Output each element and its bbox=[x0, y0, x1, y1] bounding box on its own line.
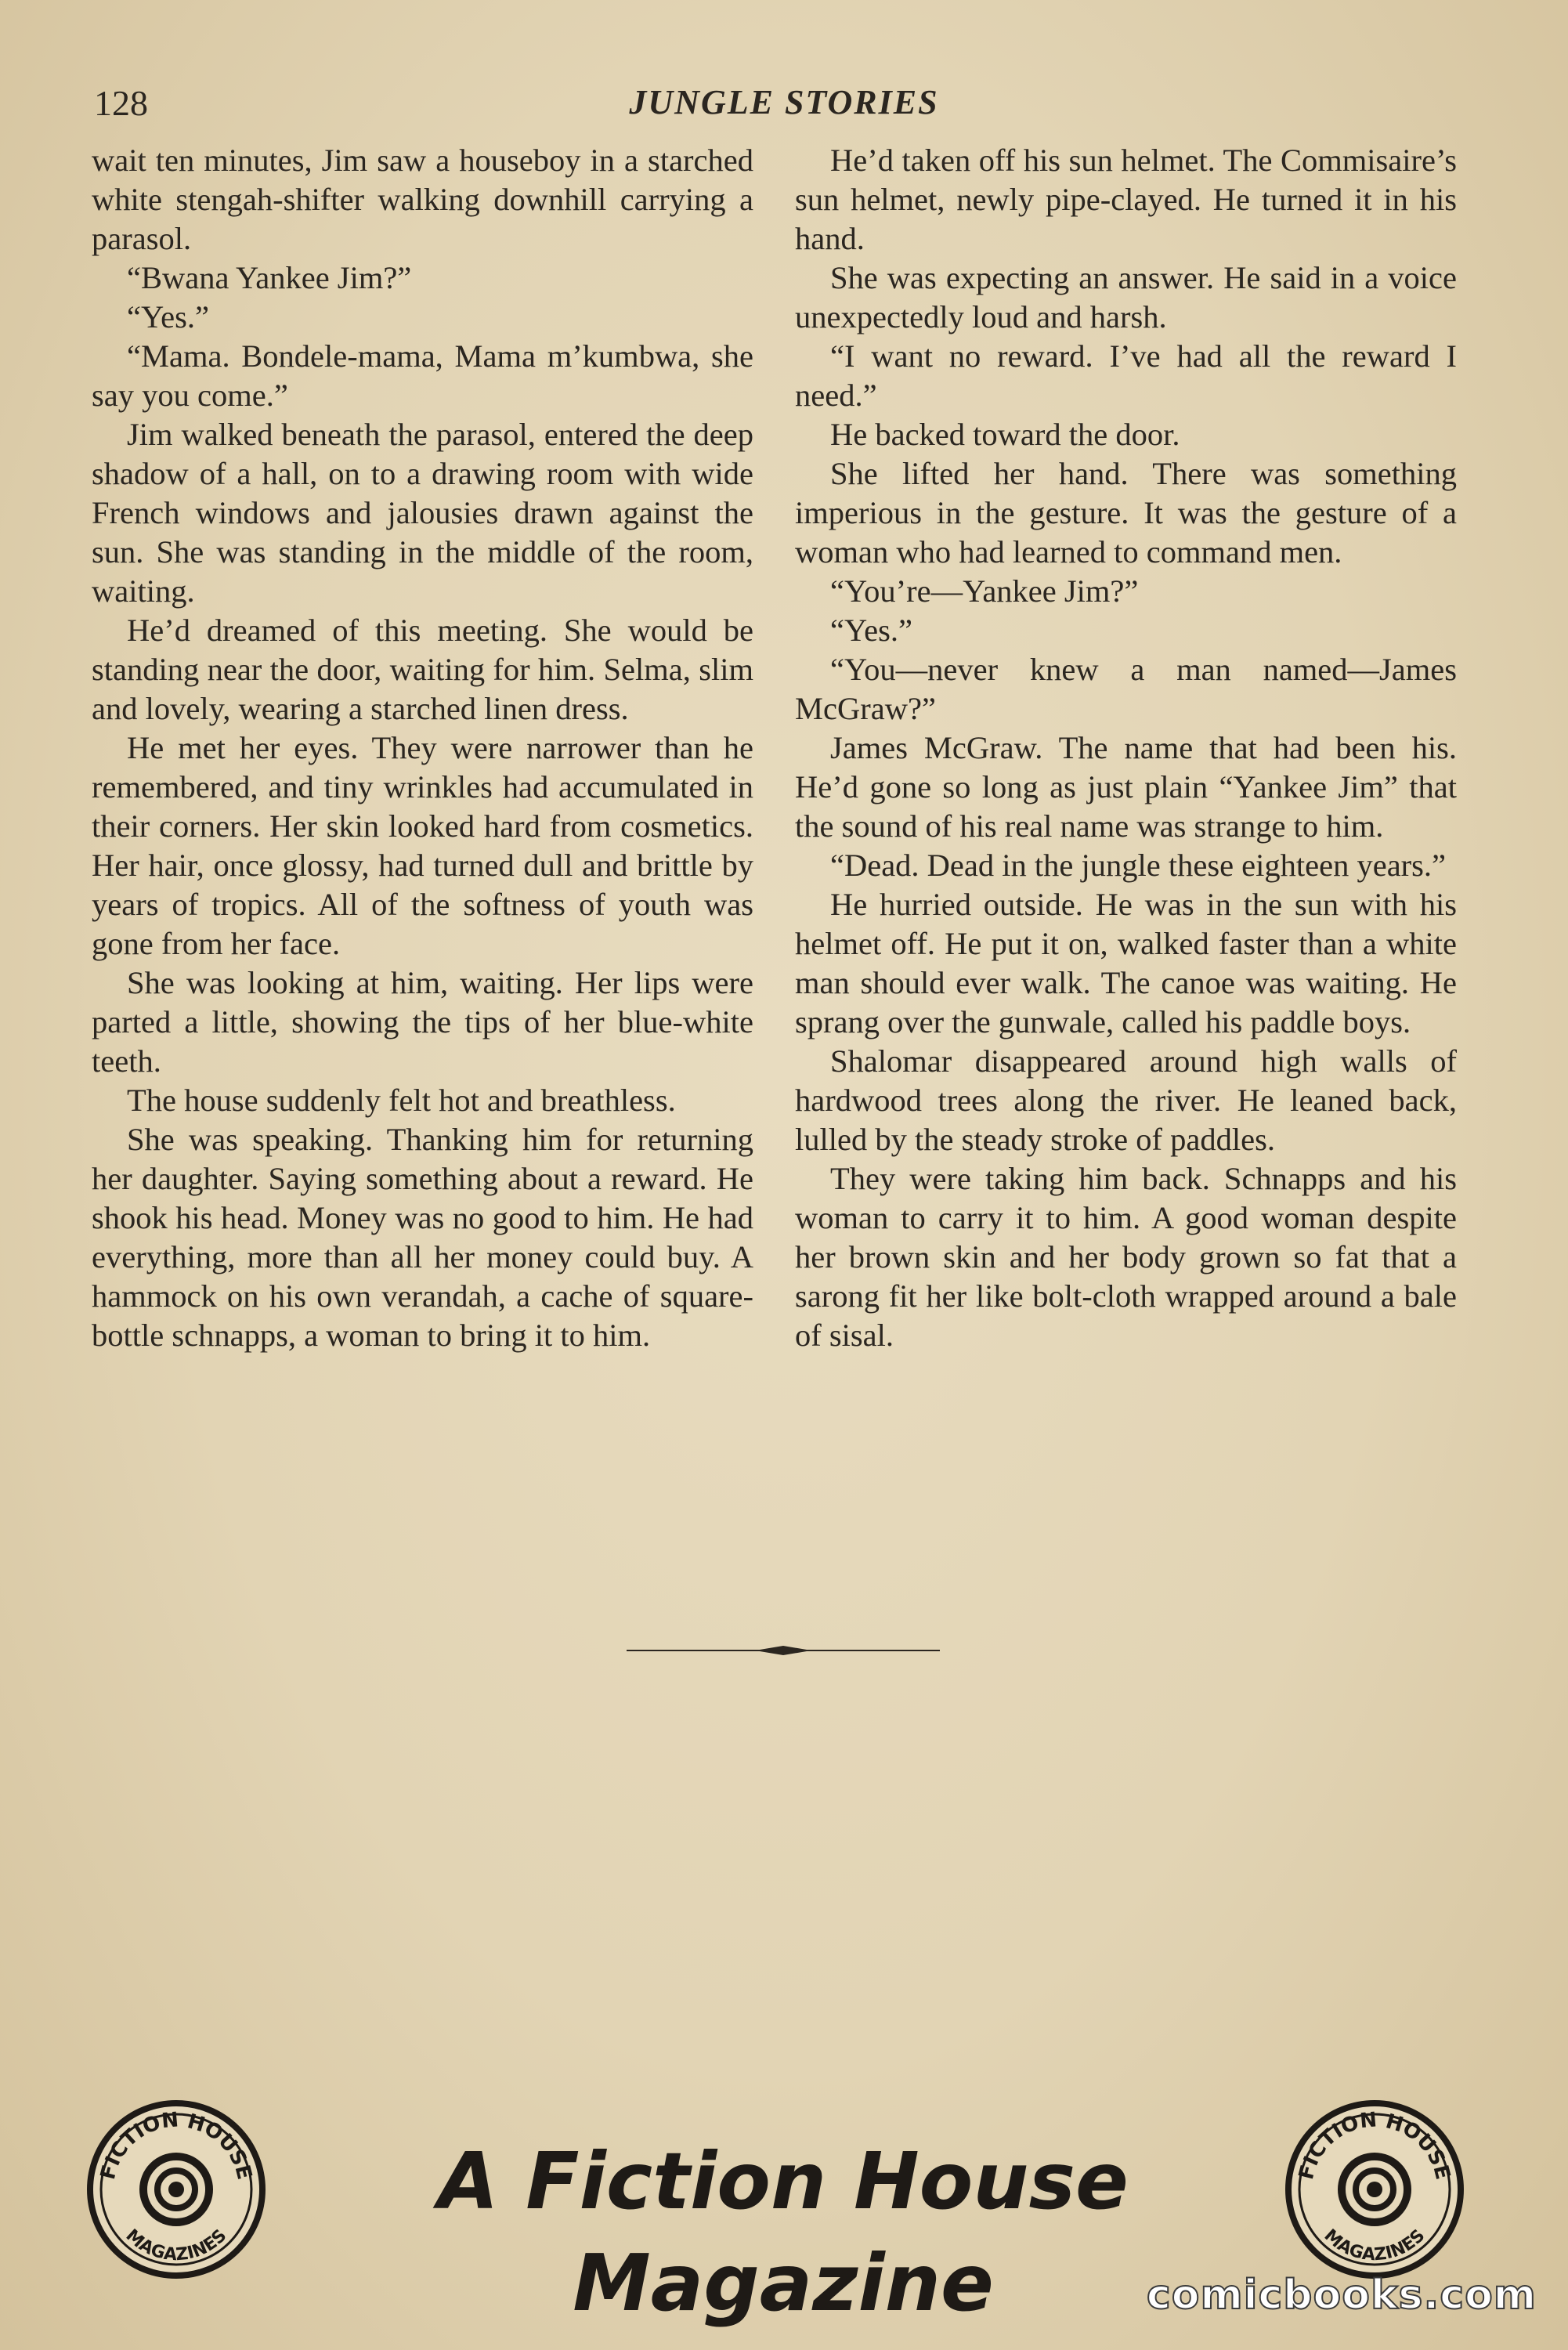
paragraph: “Bwana Yankee Jim?” bbox=[127, 260, 412, 295]
svg-text:FICTION HOUSE: FICTION HOUSE bbox=[96, 2108, 256, 2182]
fiction-house-seal-icon bbox=[86, 2099, 266, 2280]
left-column bbox=[92, 141, 753, 1355]
svg-text:MAGAZINES: MAGAZINES bbox=[1320, 2225, 1429, 2265]
paragraph: Shalomar disappeared around high walls of hardwood trees along the river. He leaned back, lulled by the steady stroke of paddles. bbox=[795, 1043, 1457, 1157]
footer-title: A Fiction House Magazine bbox=[438, 2135, 1129, 2329]
paragraph: “Mama. Bondele-mama, Mama m’kumbwa, she say you come.” bbox=[92, 338, 753, 413]
paragraph: “You—never knew a man named—James McGraw?” bbox=[795, 652, 1457, 726]
paragraph: James McGraw. The name that had been his. He’d gone so long as just plain “Yankee Jim” that the sound of his real name was strange to him. bbox=[795, 730, 1457, 844]
fiction-house-seal-icon bbox=[1284, 2099, 1465, 2280]
paragraph: “I want no reward. I’ve had all the reward I need.” bbox=[795, 338, 1457, 413]
paragraph: He backed toward the door. bbox=[830, 417, 1180, 452]
paragraph: “Dead. Dead in the jungle these eighteen years.” bbox=[830, 848, 1447, 883]
paragraph: She was speaking. Thanking him for returning her daughter. Saying something about a reward. He shook his head. Money was no good to him. He had everything, more than all her money could buy. A hammock on his own verandah, a cache of square-bottle schnapps, a woman to bring it to him. bbox=[92, 1122, 753, 1353]
page-number: 128 bbox=[94, 83, 148, 123]
paragraph: They were taking him back. Schnapps and his woman to carry it to him. A good woman despite her brown skin and her body grown so fat that a sarong fit her like bolt-cloth wrapped around a bale of sisal. bbox=[795, 1161, 1457, 1353]
running-title: JUNGLE STORIES bbox=[629, 83, 939, 121]
paragraph: wait ten minutes, Jim saw a houseboy in a starched white stengah-shifter walking downhill carrying a parasol. bbox=[92, 143, 753, 256]
paragraph: He hurried outside. He was in the sun with his helmet off. He put it on, walked faster than a white man should ever walk. The canoe was waiting. He sprang over the gunwale, called his paddle boys. bbox=[795, 887, 1457, 1039]
svg-text:MAGAZINES: MAGAZINES bbox=[121, 2225, 231, 2265]
right-column bbox=[795, 141, 1457, 1355]
section-divider bbox=[627, 1645, 940, 1656]
paragraph: She lifted her hand. There was something imperious in the gesture. It was the gesture of a woman who had learned to command men. bbox=[795, 456, 1457, 569]
paragraph: The house suddenly felt hot and breathless. bbox=[127, 1083, 676, 1118]
paragraph: He’d dreamed of this meeting. She would be standing near the door, waiting for him. Selma, slim and lovely, wearing a starched linen dress. bbox=[92, 613, 753, 726]
paragraph: He met her eyes. They were narrower than he remembered, and tiny wrinkles had accumulated in their corners. Her skin looked hard from cosmetics. Her hair, once glossy, had turned dull and brittle by years of tropics. All of the softness of youth was gone from her face. bbox=[92, 730, 753, 961]
paragraph: She was expecting an answer. He said in a voice unexpectedly loud and harsh. bbox=[795, 260, 1457, 334]
paragraph: “Yes.” bbox=[127, 299, 210, 334]
paragraph: She was looking at him, waiting. Her lips were parted a little, showing the tips of her blue-white teeth. bbox=[92, 965, 753, 1079]
paragraph: Jim walked beneath the parasol, entered the deep shadow of a hall, on to a drawing room with wide French windows and jalousies drawn against the sun. She was standing in the middle of the room, waiting. bbox=[92, 417, 753, 609]
paragraph: He’d taken off his sun helmet. The Commisaire’s sun helmet, newly pipe-clayed. He turned it in his hand. bbox=[795, 143, 1457, 256]
svg-text:FICTION HOUSE: FICTION HOUSE bbox=[1295, 2108, 1454, 2182]
paragraph: “You’re—Yankee Jim?” bbox=[830, 573, 1139, 609]
watermark: comicbooks.com bbox=[1146, 2272, 1537, 2319]
page-header bbox=[0, 82, 1568, 137]
paragraph: “Yes.” bbox=[830, 613, 913, 648]
